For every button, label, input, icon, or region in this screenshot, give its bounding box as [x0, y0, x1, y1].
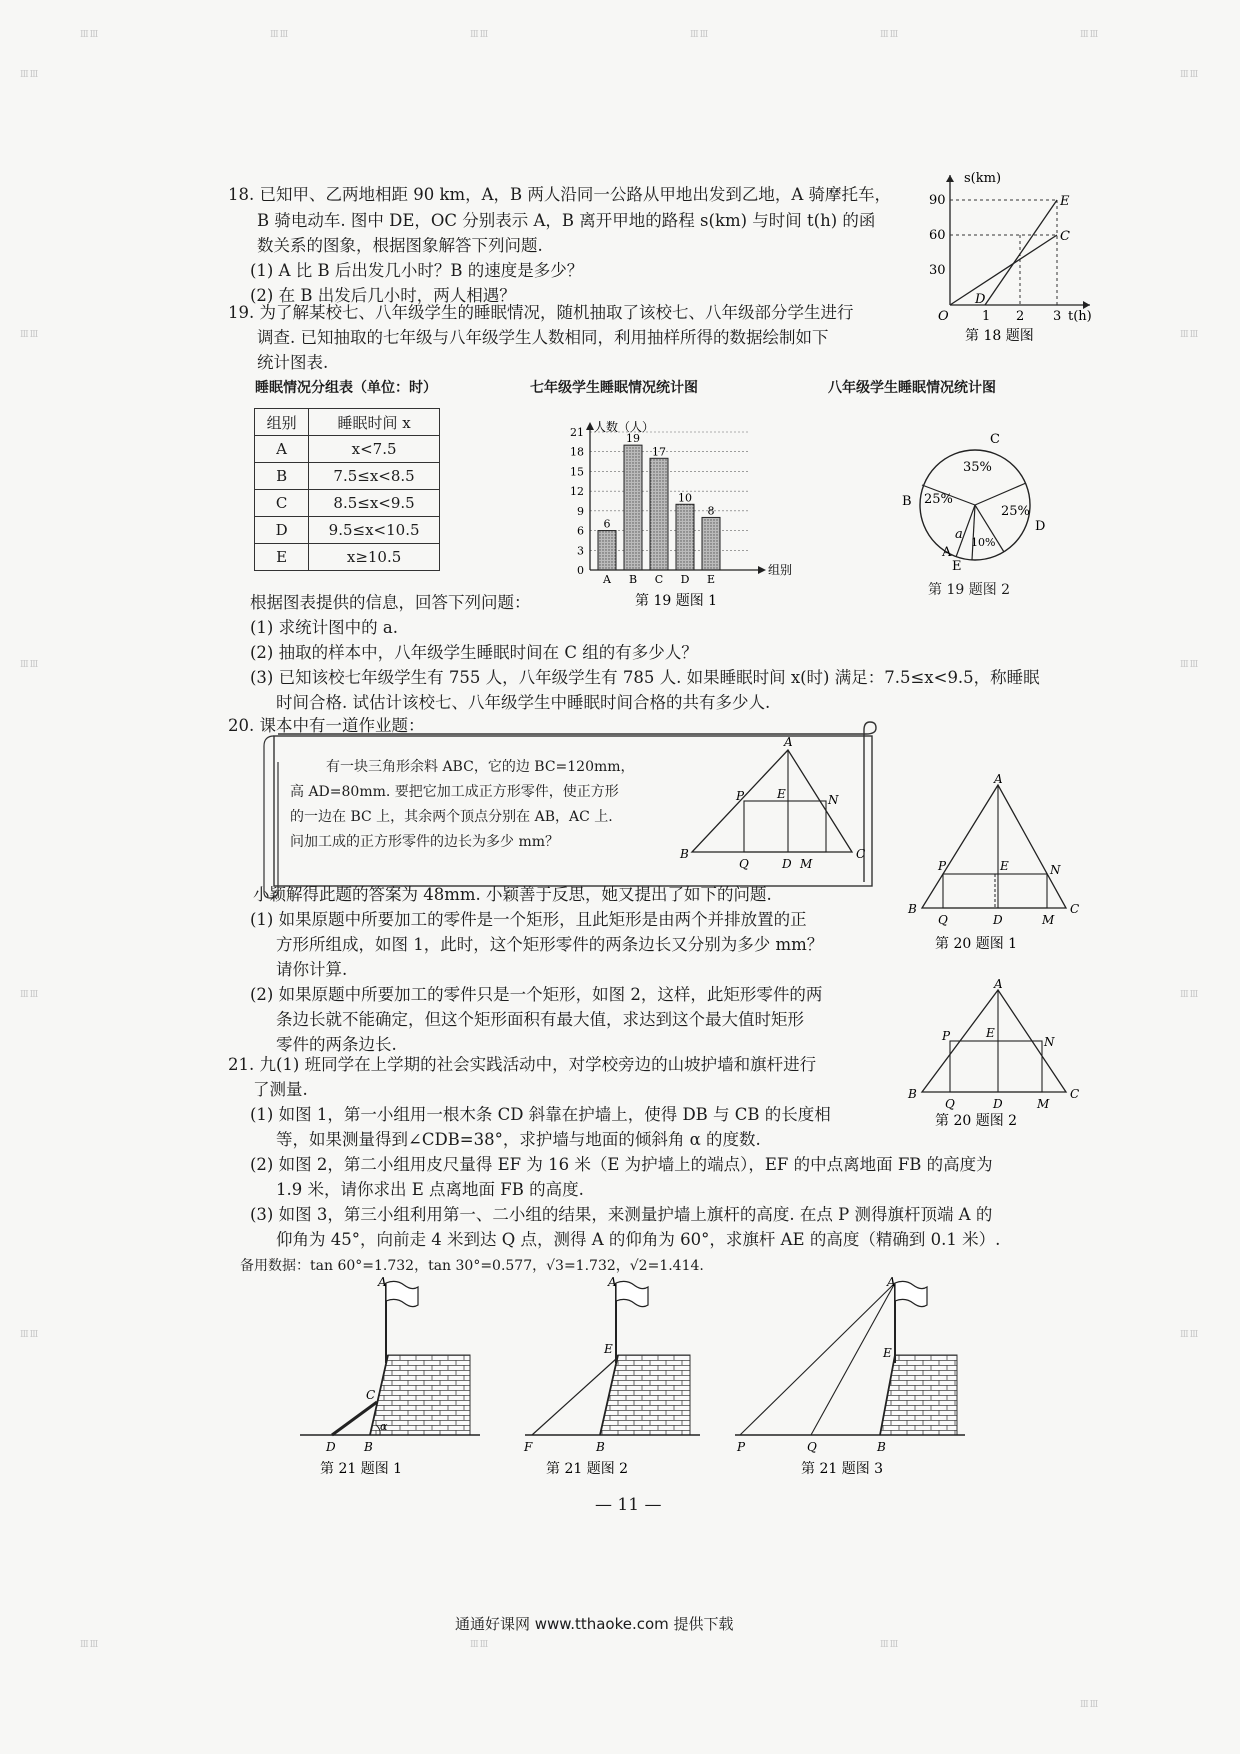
table-row: [255, 490, 440, 517]
table-header-row: [255, 409, 440, 436]
point-label: Q: [739, 857, 749, 871]
q21-line: 仰角为 45°，向前走 4 米到达 Q 点，测得 A 的仰角为 60°，求旗杆 AE 的高度（精确到 0.1 米）.: [276, 1230, 1001, 1249]
point-label: P: [938, 859, 947, 873]
q18-graph: [920, 170, 1100, 345]
footer-credit: 通通好课网 www.tthaoke.com 提供下载: [455, 1615, 734, 1633]
point-label: E: [1000, 859, 1009, 873]
pie-label: B: [902, 494, 912, 509]
y-tick-label: 3: [577, 544, 584, 558]
q21-figure-1: [300, 1275, 500, 1475]
point-label: C: [1070, 902, 1080, 916]
y-tick-label: 15: [570, 465, 584, 479]
q19-line: 统计图表.: [257, 353, 329, 372]
q21-line: (3) 如图 3，第三小组利用第一、二小组的结果，来测量护墙上旗杆的高度. 在点 P 测得旗杆顶端 A 的: [250, 1205, 993, 1224]
q20-line: 方形所组成，如图 1，此时，这个矩形零件的两条边长又分别为多少 mm？: [276, 935, 824, 954]
bar-xlabel: 组别: [768, 563, 793, 577]
category-label: B: [628, 573, 638, 586]
table-cell: E: [255, 544, 309, 571]
point-label: E: [604, 1342, 613, 1356]
q20-line: 零件的两条边长.: [276, 1035, 397, 1054]
pie-label: C: [990, 432, 1000, 447]
q21-line: 了测量.: [253, 1080, 308, 1099]
point-label: A: [994, 772, 1003, 786]
q19-question: (3) 已知该校七年级学生有 755 人，八年级学生有 785 人. 如果睡眠时间 x(时) 满足：7.5≤x<9.5，称睡眠: [250, 668, 1040, 687]
point-label: M: [1037, 1097, 1050, 1111]
point-label: C: [366, 1388, 376, 1402]
point-label: D: [993, 1097, 1003, 1111]
table-row: [255, 436, 440, 463]
bar-value-label: 17: [652, 445, 666, 459]
q18-line: 18. 已知甲、乙两地相距 90 km，A，B 两人沿同一公路从甲地出发到乙地，A 骑摩托车，: [228, 185, 892, 204]
table-cell: A: [255, 436, 309, 463]
bar-value-label: 8: [707, 504, 715, 518]
table-cell: B: [255, 463, 309, 490]
pie-label: D: [1035, 519, 1046, 534]
figure-caption: 第 21 题图 3: [801, 1461, 884, 1477]
q19-question: 根据图表提供的信息，回答下列问题：: [250, 593, 531, 612]
pie-a-label: a: [955, 527, 963, 542]
point-label: C: [1070, 1087, 1080, 1101]
q19-question: (1) 求统计图中的 a.: [250, 618, 398, 637]
box-line: 有一块三角形余料 ABC，它的边 BC=120mm，: [326, 759, 635, 775]
point-label: A: [994, 977, 1003, 991]
table-row: [255, 544, 440, 571]
point-label: E: [883, 1346, 892, 1360]
q21-figure-2: [510, 1275, 710, 1475]
q18-ylabel: s(km): [964, 171, 1002, 186]
bar-value-label: 19: [626, 432, 640, 446]
point-label: N: [1050, 863, 1061, 877]
q20-line: 条边长就不能确定，但这个矩形面积有最大值，求达到这个最大值时矩形: [276, 1010, 804, 1029]
point-label: M: [1042, 913, 1055, 927]
table-row: [255, 463, 440, 490]
figure-caption: 第 20 题图 1: [935, 936, 1018, 952]
point-label: A: [784, 735, 793, 749]
table-header-cell: 睡眠时间 x: [309, 409, 440, 436]
category-label: C: [654, 573, 664, 586]
bar-ylabel: 人数（人）: [594, 420, 655, 434]
bar-value-label: 10: [678, 491, 692, 505]
table-title: 睡眠情况分组表（单位：时）: [255, 380, 437, 396]
table-cell: D: [255, 517, 309, 544]
angle-label: α: [380, 1420, 388, 1433]
point-label: E: [986, 1026, 995, 1040]
tick: 2: [1016, 309, 1025, 324]
point-label: Q: [938, 913, 948, 927]
point-label: C: [856, 847, 866, 861]
point-label: N: [1044, 1035, 1055, 1049]
y-tick-label: 0: [577, 564, 584, 577]
tick: 3: [1053, 309, 1062, 324]
q20-intro: 20. 课本中有一道作业题：: [228, 716, 425, 735]
bar-A: [598, 531, 616, 570]
point-label: P: [737, 1440, 746, 1454]
q21-figure-3: [735, 1275, 970, 1475]
bar-C: [650, 458, 668, 570]
point-label: C: [1060, 229, 1070, 244]
pie-percent: 25%: [924, 492, 953, 507]
point-label: P: [942, 1029, 951, 1043]
tick: 30: [929, 263, 946, 278]
point-label: D: [975, 292, 986, 307]
y-tick-label: 18: [570, 445, 584, 459]
y-tick-label: 6: [577, 524, 584, 538]
table-cell: x≥10.5: [309, 544, 440, 571]
q21-line: (1) 如图 1，第一小组用一根木条 CD 斜靠在护墙上，使得 DB 与 CB 的长度相: [250, 1105, 831, 1124]
point-label: Q: [807, 1440, 817, 1454]
point-label: B: [596, 1440, 605, 1454]
point-label: B: [680, 847, 689, 861]
point-label: D: [782, 857, 792, 871]
box-line: 问加工成的正方形零件的边长为多少 mm？: [290, 834, 559, 850]
point-label: A: [608, 1275, 617, 1289]
y-tick-label: 9: [577, 504, 584, 518]
point-label: B: [908, 902, 917, 916]
figure-caption: 第 21 题图 1: [320, 1461, 403, 1477]
point-label: A: [887, 1275, 896, 1289]
figure-caption: 第 19 题图 2: [928, 582, 1011, 598]
point-label: B: [877, 1440, 886, 1454]
q18-line: (2) 在 B 出发后几小时，两人相遇？: [250, 286, 516, 305]
point-label: P: [736, 789, 745, 803]
q19-question: 时间合格. 试估计该校七、八年级学生中睡眠时间合格的共有多少人.: [276, 693, 771, 712]
pie-percent: 10%: [971, 536, 996, 549]
pie-percent: 35%: [963, 460, 992, 475]
category-label: A: [603, 573, 611, 586]
y-tick-label: 12: [570, 485, 584, 499]
figure-caption: 第 20 题图 2: [935, 1113, 1018, 1129]
q18-line: B 骑电动车. 图中 DE，OC 分别表示 A，B 离开甲地的路程 s(km) 与时间 t(h) 的函: [257, 211, 876, 230]
q21-line: (2) 如图 2，第二小组用皮尺量得 EF 为 16 米（E 为护墙上的端点），EF 的中点离地面 FB 的高度为: [250, 1155, 993, 1174]
q20-line: (1) 如果原题中所要加工的零件是一个矩形，且此矩形是由两个并排放置的正: [250, 910, 807, 929]
category-label: E: [706, 573, 716, 586]
category-label: D: [680, 573, 690, 586]
point-label: B: [908, 1087, 917, 1101]
page-number: — 11 —: [595, 1495, 662, 1515]
point-label: E: [777, 787, 786, 801]
q20-line: (2) 如果原题中所要加工的零件只是一个矩形，如图 2，这样，此矩形零件的两: [250, 985, 823, 1004]
origin-label: O: [938, 309, 949, 324]
bar-D: [676, 504, 694, 570]
table-cell: 8.5≤x<9.5: [309, 490, 440, 517]
table-row: [255, 517, 440, 544]
table-cell: 9.5≤x<10.5: [309, 517, 440, 544]
q20-figure-1: [890, 773, 1080, 953]
point-label: D: [993, 913, 1003, 927]
q21-line: 1.9 米，请你求出 E 点离地面 FB 的高度.: [276, 1180, 584, 1199]
tick: 1: [982, 309, 991, 324]
grade7-bar-chart: [560, 420, 800, 615]
point-label: F: [524, 1440, 533, 1454]
y-tick-label: 21: [570, 426, 584, 439]
bar-E: [702, 517, 720, 570]
q18-line: 数关系的图象，根据图象解答下列问题.: [257, 236, 543, 255]
q21-reference-data: 备用数据：tan 60°=1.732，tan 30°=0.577，√3=1.732，√2=1.414.: [240, 1258, 704, 1274]
q20-figure-2: [890, 977, 1080, 1130]
tick: 60: [929, 228, 946, 243]
box-line: 高 AD=80mm. 要把它加工成正方形零件，使正方形: [290, 784, 619, 800]
table-cell: 7.5≤x<8.5: [309, 463, 440, 490]
point-label: Q: [945, 1097, 955, 1111]
box-line: 的一边在 BC 上，其余两个顶点分别在 AB，AC 上.: [290, 809, 613, 825]
pie-percent: 25%: [1001, 504, 1030, 519]
tick: 90: [929, 193, 946, 208]
q20-line: 请你计算.: [276, 960, 348, 979]
bar-chart-title: 七年级学生睡眠情况统计图: [530, 380, 698, 396]
q21-line: 21. 九(1) 班同学在上学期的社会实践活动中，对学校旁边的山坡护墙和旗杆进行: [228, 1055, 817, 1074]
figure-caption: 第 19 题图 1: [635, 593, 718, 609]
q18-line: (1) A 比 B 后出发几小时？B 的速度是多少？: [250, 261, 584, 280]
point-label: E: [1060, 194, 1070, 209]
pie-label: E: [952, 559, 962, 574]
table-cell: x<7.5: [309, 436, 440, 463]
point-label: M: [800, 857, 813, 871]
pie-label: A: [942, 545, 952, 560]
q19-line: 调查. 已知抽取的七年级与八年级学生人数相同，利用抽样所得的数据绘制如下: [257, 328, 829, 347]
pie-chart-title: 八年级学生睡眠情况统计图: [828, 380, 996, 396]
bar-B: [624, 445, 642, 570]
q20-line: 小颖解得此题的答案为 48mm. 小颖善于反思，她又提出了如下的问题.: [253, 885, 772, 904]
bar-value-label: 6: [603, 517, 611, 531]
table-cell: C: [255, 490, 309, 517]
point-label: B: [364, 1440, 373, 1454]
sleep-group-table: [254, 408, 440, 571]
q19-question: (2) 抽取的样本中，八年级学生睡眠时间在 C 组的有多少人？: [250, 643, 698, 662]
figure-caption: 第 21 题图 2: [546, 1461, 629, 1477]
table-header-cell: 组别: [255, 409, 309, 436]
q21-line: 等，如果测量得到∠CDB=38°，求护墙与地面的倾斜角 α 的度数.: [276, 1130, 761, 1149]
q19-line: 19. 为了解某校七、八年级学生的睡眠情况，随机抽取了该校七、八年级部分学生进行: [228, 303, 854, 322]
q18-xlabel: t(h): [1068, 309, 1092, 324]
figure-caption: 第 18 题图: [965, 328, 1034, 344]
point-label: D: [326, 1440, 336, 1454]
point-label: A: [378, 1275, 387, 1289]
point-label: N: [828, 793, 839, 807]
